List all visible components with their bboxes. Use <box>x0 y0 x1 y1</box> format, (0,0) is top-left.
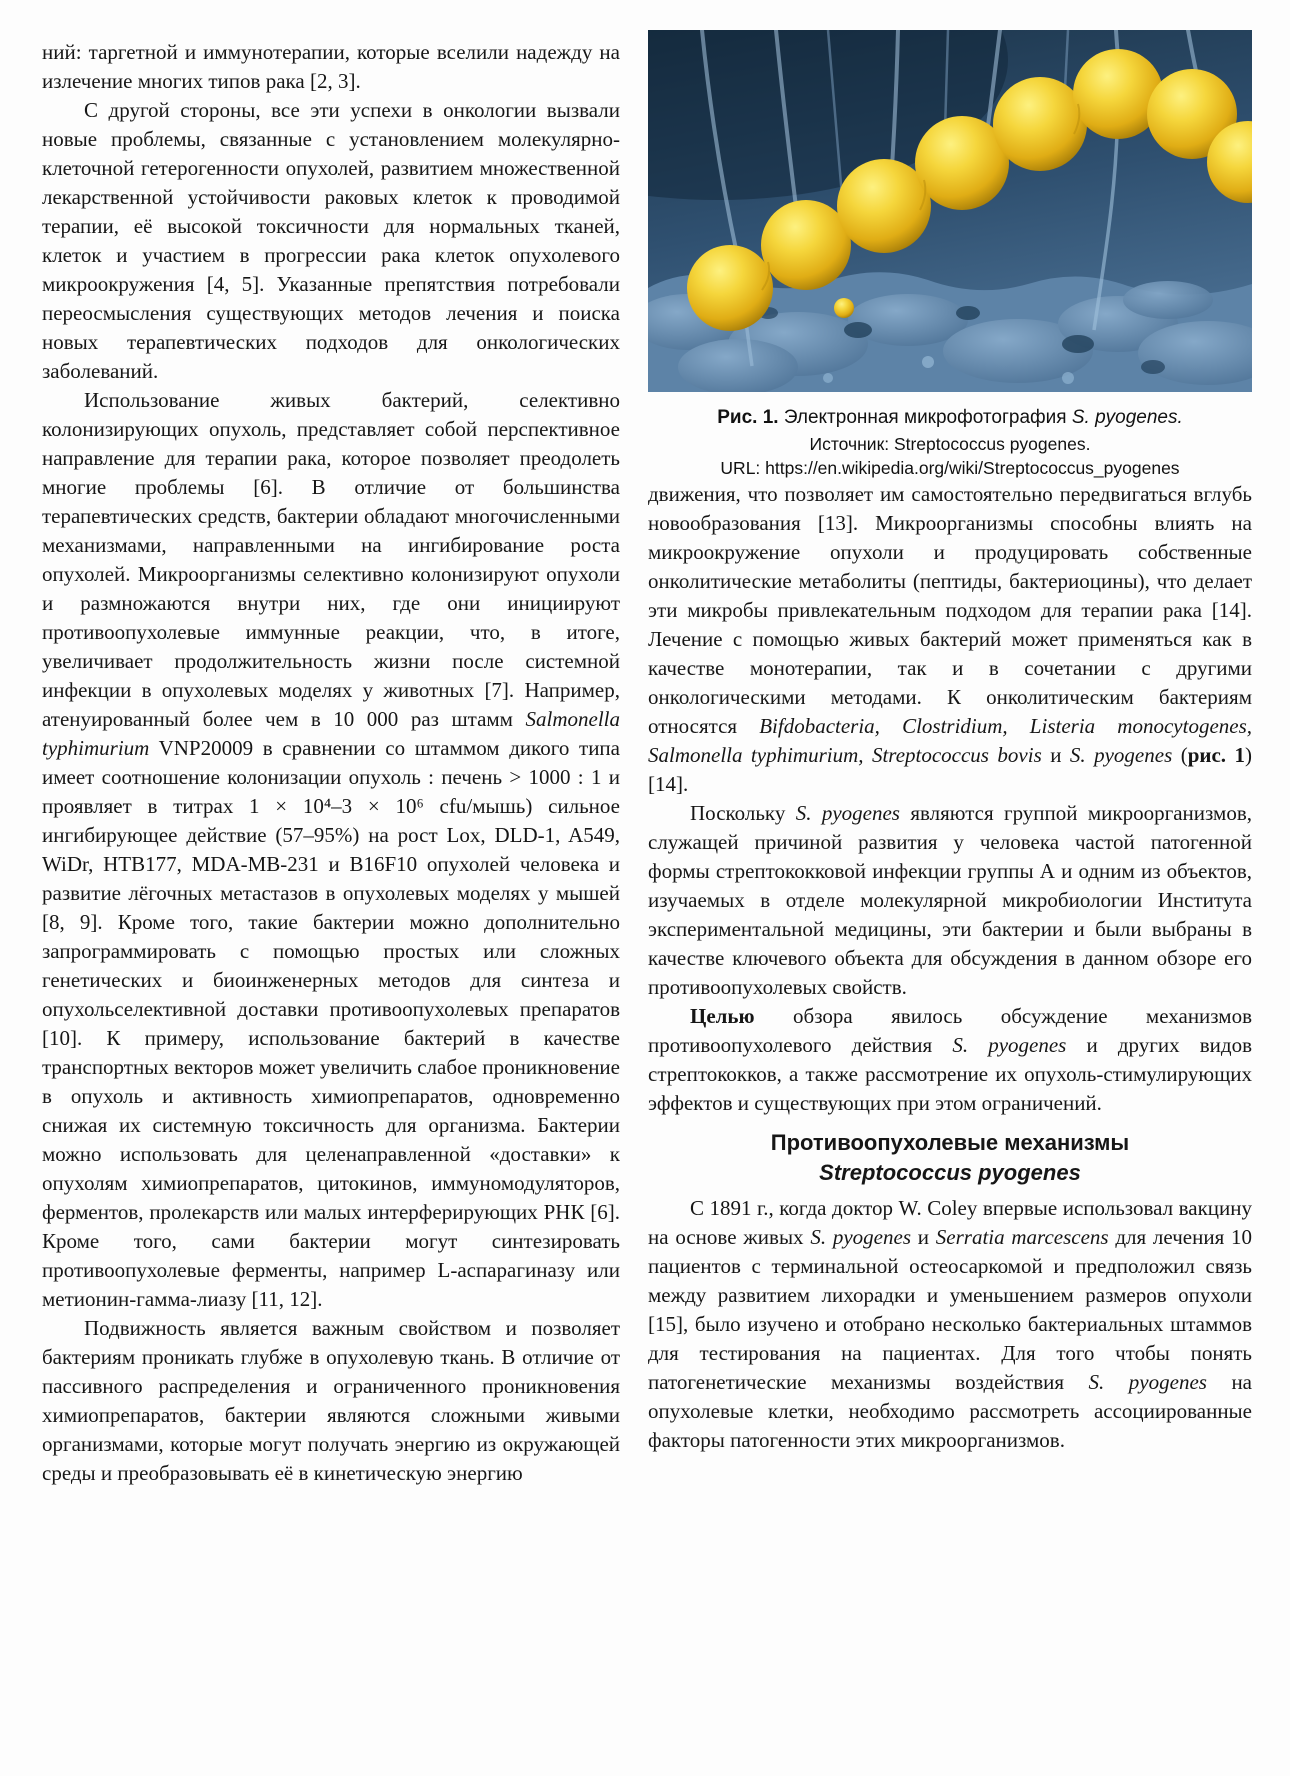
body-paragraph: С 1891 г., когда доктор W. Coley впервые использовал вакцину на основе живых S. pyogenes и Serratia marcescens для лечения 10 пациентов с терминальной остеосаркомой и предположил связь между развитием лихорадки и уменьшением размеров опухоли [15], было изучено и отобрано несколько бактериальных штаммов для тестирования на пациентах. Для того чтобы понять патогенетические механизмы воздействия S. pyogenes на опухолевые клетки, необходимо рассмотреть ассоциированные факторы патогенности этих микроорганизмов. <box>648 1196 1252 1452</box>
left-column <box>42 38 620 1488</box>
body-paragraph: Использование живых бактерий, селективно колонизирующих опухоль, представляет собой перспективное направление для терапии рака, которое позволяет преодолеть многие проблемы [6]. В отличие от большинства терапевтических средств, бактерии обладают многочисленными механизмами, направленными на ингибирование роста опухолей. Микроорганизмы селективно колонизируют опухоли и размножаются внутри них, где они инициируют противоопухолевые иммунные реакции, что, в итоге, увеличивает продолжительность жизни после системной инфекции в опухолевых моделях у животных [7]. Например, атенуированный более чем в 10 000 раз штамм Salmonella typhimurium VNP20009 в сравнении со штаммом дикого типа имеет соотношение колонизации опухоль : печень > 1000 : 1 и проявляет в титрах 1 × 10⁴–3 × 10⁶ cfu/мышь) сильное ингибирующее действие (57–95%) на рост Lox, DLD-1, A549, WiDr, HTB177, MDA-MB-231 и B16F10 опухолей человека и развитие лёгочных метастазов в опухолевых моделях у мышей [8, 9]. Кроме того, такие бактерии можно дополнительно запрограммировать с помощью простых или сложных генетических и биоинженерных методов для синтеза и опухольселективной доставки противоопухолевых препаратов [10]. К примеру, использование бактерий в качестве транспортных векторов может увеличить слабое проникновение в опухоль и активность химиопрепаратов, одновременно снижая их системную токсичность для организма. Бактерии можно использовать для целенаправленной «доставки» к опухолям химиопрепаратов, цитокинов, иммуномодуляторов, ферментов, пролекарств или малых интерферирующих РНК [6]. Кроме того, сами бактерии могут синтезировать противоопухолевые ферменты, например L-аспарагиназу или метионин-гамма-лиазу [11, 12]. <box>42 388 620 1311</box>
section-heading-line2: Streptococcus pyogenes <box>819 1160 1081 1185</box>
body-paragraph: С другой стороны, все эти успехи в онкологии вызвали новые проблемы, связанные с установлением молекулярно-клеточной гетерогенности опухолей, развитием множественной лекарственной устойчивости раковых клеток к проводимой терапии, её высокой токсичности для нормальных тканей, клеток и участием в прогрессии рака клеток опухолевого микроокружения [4, 5]. Указанные препятствия потребовали переосмысления существующих методов лечения и поиска новых терапевтических подходов для онкологических заболеваний. <box>42 98 620 383</box>
figure-source: Источник: Streptococcus pyogenes. <box>809 434 1091 454</box>
sem-micrograph-image <box>648 30 1252 392</box>
body-paragraph: Целью обзора явилось обсуждение механизмов противоопухолевого действия S. pyogenes и других видов стрептококков, а также рассмотрение их опухоль-стимулирующих эффектов и существующих при этом ограничений. <box>648 1004 1253 1115</box>
body-paragraph: движения, что позволяет им самостоятельно передвигаться вглубь новообразования [13]. Микроорганизмы способны влиять на микроокружение опухоли и продуцировать собственные онколитические метаболиты (пептиды, бактериоцины), что делает эти микробы привлекательным подходом для терапии рака [14]. Лечение с помощью живых бактерий может применяться как в качестве монотерапии, так и в сочетании с другими онкологическими методами. К онколитическим бактериям относятся Bifdobacteria, Clostridium, Listeria monocytogenes, Salmonella typhimurium, Streptococcus bovis и S. pyogenes (рис. 1) [14]. <box>648 482 1253 796</box>
body-paragraph: ний: таргетной и иммунотерапии, которые вселили надежду на излечение многих типов рака [2, 3]. <box>42 40 620 93</box>
figure-url: URL: https://en.wikipedia.org/wiki/Streptococcus_pyogenes <box>720 458 1180 478</box>
section-heading-line1: Противоопухолевые механизмы <box>770 1130 1130 1155</box>
body-paragraph: Подвижность является важным свойством и позволяет бактериям проникать глубже в опухолевую ткань. В отличие от пассивного распределения и ограниченного проникновения химиопрепаратов, бактерии являются сложными живыми организмами, которые могут получать энергию из окружающей среды и преобразовывать её в кинетическую энергию <box>42 1316 620 1485</box>
figure-caption <box>648 404 1252 480</box>
section-heading <box>658 1128 1242 1188</box>
figure-1 <box>648 30 1252 480</box>
body-paragraph: Поскольку S. pyogenes являются группой микроорганизмов, служащей причиной развития у человека частой патогенной формы стрептококковой инфекции группы А и одним из объектов, изучаемых в отделе молекулярной микробиологии Института экспериментальной медицины, эти бактерии и были выбраны в качестве ключевого объекта для обсуждения в данном обзоре его противоопухолевых свойств. <box>648 801 1252 999</box>
right-column <box>648 30 1252 1455</box>
figure-caption-title: Рис. 1. Электронная микрофотография S. pyogenes. <box>717 407 1183 428</box>
